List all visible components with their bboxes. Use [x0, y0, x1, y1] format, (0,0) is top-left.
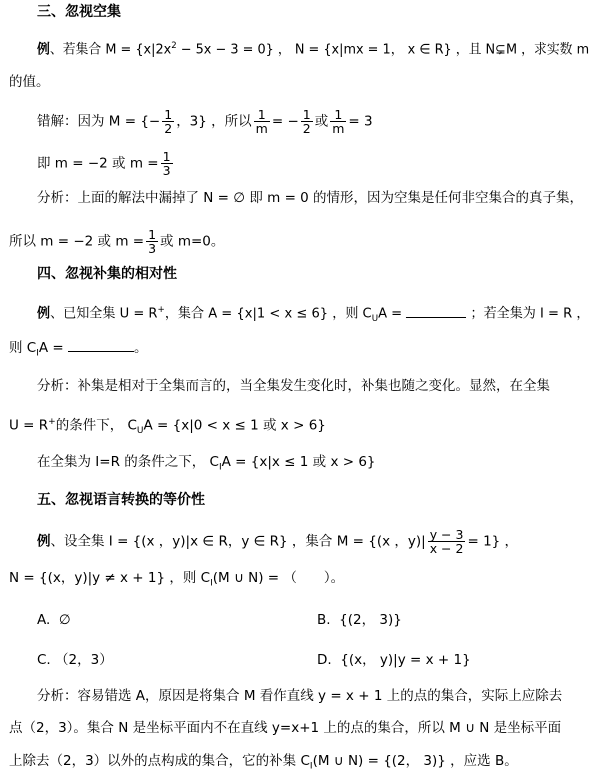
superscript: + [48, 417, 56, 427]
s5-analysis-line-2: 点（2，3）。集合 N 是坐标平面内不在直线 y=x+1 上的点的集合，所以 M ∪ N 是坐标平面 [9, 720, 562, 736]
fraction [301, 108, 313, 135]
s4-example-line-1 [37, 302, 589, 327]
option-d [317, 652, 471, 668]
subscript: I [218, 462, 222, 473]
denominator: 3 [162, 163, 171, 178]
s4-analysis-line-3 [37, 454, 376, 476]
fraction [254, 108, 270, 135]
s4-example-line-2 [9, 340, 148, 362]
text: 即 m = −2 或 m = [37, 155, 159, 172]
subscript: I [210, 578, 213, 589]
example-label: 例 [37, 305, 51, 322]
fraction [162, 108, 174, 135]
option-value: {(x， y)|y = x + 1} [340, 652, 471, 668]
fraction [161, 150, 173, 177]
subscript: U [136, 426, 144, 437]
text: A = [378, 305, 403, 322]
text: 、已知全集 U = R [50, 305, 158, 322]
denominator: 2 [302, 121, 311, 136]
option-value: ∅ [58, 612, 71, 628]
fraction [330, 108, 346, 135]
text: − 5x − 3 = 0} ， N = {x|mx = 1， x ∈ R} ，且 N [176, 41, 496, 58]
section-3-heading: 三、忽视空集 [37, 4, 121, 20]
option-label: B. [317, 612, 331, 628]
text: 上除去（2，3）以外的点构成的集合，它的补集 C [9, 753, 310, 769]
numerator: 1 [148, 227, 157, 242]
option-label: C. [37, 652, 51, 668]
option-label: A. [37, 612, 51, 628]
example-label: 例 [37, 533, 51, 550]
answer-blank [68, 350, 134, 352]
text: = − [271, 113, 299, 130]
s3-so-line [37, 150, 175, 177]
text: 或 m=0。 [160, 233, 225, 250]
text: 、设全集 I = {(x ，y)|x ∈ R，y ∈ R} ，集合 M = {(x ，y)| [50, 533, 426, 550]
numerator: 1 [254, 108, 270, 122]
subscript: I [36, 348, 39, 359]
s5-analysis-line-1: 分析：容易错选 A，原因是将集合 M 看作直线 y = x + 1 上的点的集合，实际上应除去 [37, 688, 563, 704]
text: 则 C [9, 340, 37, 356]
text: ，集合 A = {x|1 < x ≤ 6} ，则 C [164, 305, 372, 322]
text: 错解：因为 M = {− [37, 113, 161, 130]
text: 在全集为 I=R 的条件之下， C [37, 454, 219, 470]
text: N = {(x，y)|y ≠ x + 1} ，则 C [9, 570, 211, 586]
section-4-heading: 四、忽视补集的相对性 [37, 266, 177, 282]
denominator: 3 [148, 241, 157, 256]
text: A = [38, 340, 64, 356]
option-label: D. [317, 652, 332, 668]
text: ；若全集为 I = R ， [470, 305, 590, 322]
option-value: {(2， 3)} [339, 612, 402, 628]
answer-blank [406, 316, 466, 318]
text: A = {x|x ≤ 1 或 x > 6} [221, 454, 376, 470]
s5-example-line-2 [9, 570, 344, 592]
subscript: I [309, 761, 313, 772]
text: = 3 [348, 113, 373, 130]
text: 、若集合 M = {x|2x [49, 41, 172, 58]
s5-example-line-1 [37, 528, 518, 555]
text: U = R [9, 417, 49, 434]
numerator: 1 [330, 108, 346, 122]
s4-analysis-line-2 [9, 414, 326, 439]
subscript: U [371, 314, 379, 325]
text: 。 [134, 340, 148, 356]
numerator: y − 3 [429, 527, 464, 542]
text: 或 [314, 113, 329, 130]
subsetneq-symbol: ⊊ [495, 41, 506, 58]
numerator: 1 [164, 107, 173, 122]
s5-analysis-line-3 [9, 753, 518, 775]
s4-analysis-line-1: 分析：补集是相对于全集而言的，当全集发生变化时，补集也随之变化。显然，在全集 [37, 378, 550, 394]
text: 所以 m = −2 或 m = [9, 233, 145, 250]
text: 的条件下， C [55, 417, 137, 434]
denominator: m [255, 121, 268, 136]
option-c [37, 652, 113, 668]
text: (M ∪ N) = {(2， 3)} ，应选 B。 [312, 753, 518, 769]
numerator: 1 [302, 107, 311, 122]
section-5-heading: 五、忽视语言转换的等价性 [37, 492, 205, 508]
text: = 1} ， [467, 533, 519, 550]
option-b [317, 612, 402, 628]
text: M ，求实数 m [505, 41, 590, 58]
s3-analysis-line-2 [9, 228, 224, 255]
option-a [37, 612, 71, 628]
s3-example-line-1: 例、若集合 $M = \{x|2x^2 - 5x - 3 = 0\}$ ， N = {x|mx = 1， x ∈ R} ，且 N⊊M ，求实数 m [37, 41, 590, 58]
text: A = {x|0 < x ≤ 1 或 x > 6} [143, 417, 326, 434]
s3-wrong-solution [37, 108, 373, 135]
s3-analysis-line-1: 分析：上面的解法中漏掉了 N = ∅ 即 m = 0 的情形，因为空集是任何非空集合的真子集， [37, 190, 584, 206]
example-label: 例 [37, 41, 50, 58]
denominator: 2 [164, 121, 173, 136]
fraction [146, 228, 158, 255]
superscript: + [157, 305, 165, 315]
text: (M ∪ N) = （ ）。 [212, 570, 345, 586]
numerator: 1 [162, 149, 171, 164]
s3-example-line-2: 的值。 [9, 74, 50, 90]
denominator: x − 2 [429, 541, 464, 556]
denominator: m [332, 121, 345, 136]
fraction [428, 528, 466, 555]
text: ，3} ，所以 [176, 113, 252, 130]
option-value: （2，3） [55, 652, 113, 668]
